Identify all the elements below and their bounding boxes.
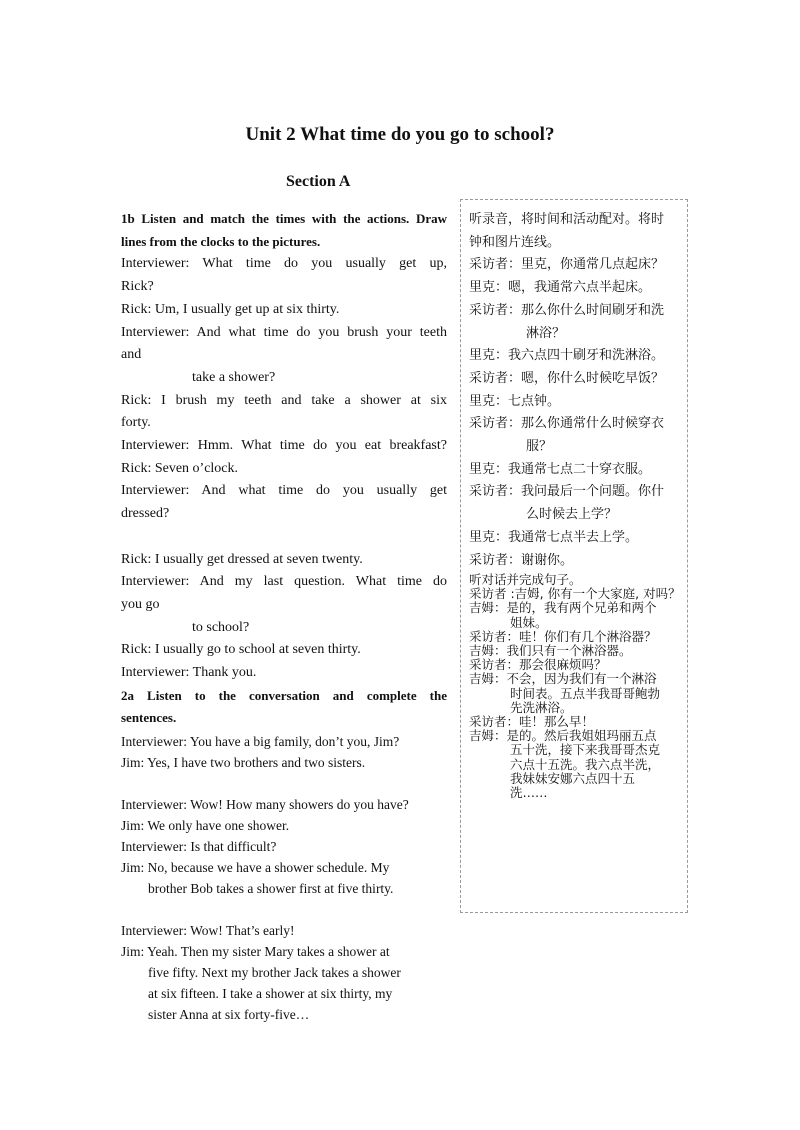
exercise-1b-heading-cont: lines from the clocks to the pictures. (121, 233, 321, 249)
translation-line: 吉姆：不会，因为我们有一个淋浴 (469, 671, 657, 687)
translation-line: 吉姆：我们只有一个淋浴器。 (469, 643, 632, 659)
translation-line: 采访者：那会很麻烦吗？ (469, 657, 607, 673)
english-1b-block (121, 208, 447, 730)
dialogue-line: Interviewer: And what time do you brush your teeth (121, 324, 447, 340)
translation-line: 采访者：哇！那么早！ (469, 714, 595, 730)
dialogue-line: and (121, 347, 142, 363)
exercise-2a-heading: 2a Listen to the conversation and complete the (121, 687, 447, 703)
translation-line: 采访者 :吉姆, 你有一个大家庭, 对吗？ (469, 586, 681, 602)
dialogue-line: Jim: No, because we have a shower schedule. My (121, 860, 390, 875)
translation-line: 采访者：谢谢你。 (469, 552, 574, 568)
dialogue-line: Interviewer: You have a big family, don’t you, Jim? (121, 734, 400, 749)
translation-line: 六点十五洗。我六点半洗， (510, 756, 661, 772)
dialogue-line: Rick: I usually get dressed at seven twenty. (121, 551, 363, 567)
translation-line: 服？ (526, 439, 553, 455)
dialogue-line: Interviewer: Thank you. (121, 665, 257, 681)
dialogue-line: Rick: I brush my teeth and take a shower at six (121, 392, 447, 408)
spacer (121, 899, 451, 920)
translation-line: 里克：七点钟。 (469, 393, 561, 409)
dialogue-line: to school? (192, 619, 250, 635)
translation-line: 采访者：我问最后一个问题。你什 (469, 484, 665, 500)
translation-line: 里克：我六点四十刷牙和洗淋浴。 (469, 348, 665, 364)
dialogue-line: Rick: I usually go to school at seven thirty. (121, 642, 361, 658)
translation-line: 采访者：那么你什么时间刷牙和洗 (469, 302, 665, 318)
translation-line: 么时候去上学？ (526, 507, 618, 523)
chinese-2a-block (469, 573, 699, 800)
dialogue-line: Jim: Yeah. Then my sister Mary takes a shower at (121, 944, 390, 959)
dialogue-line: at six fifteen. I take a shower at six thirty, my (148, 986, 393, 1001)
dialogue-line: take a shower? (192, 369, 276, 385)
translation-line: 听录音，将时间和活动配对。将时 (469, 212, 665, 227)
translation-line: 里克：我通常七点二十穿衣服。 (469, 461, 652, 477)
translation-line: 时间表。五点半我哥哥鲍勃 (510, 685, 661, 701)
dialogue-line: Interviewer: And what time do you usually get (121, 483, 447, 499)
translation-line: 里克：嗯，我通常六点半起床。 (469, 280, 652, 296)
exercise-1b-heading: 1b Listen and match the times with the actions. Draw (121, 211, 447, 226)
translation-line: 五十洗，接下来我哥哥杰克 (510, 742, 661, 758)
translation-line: 我妹妹安娜六点四十五 (510, 770, 636, 786)
translation-line: 吉姆：是的，我有两个兄弟和两个 (469, 600, 657, 616)
dialogue-line: Interviewer: Is that difficult? (121, 839, 277, 854)
translation-line: 采访者：那么你通常什么时候穿衣 (469, 416, 665, 432)
dialogue-line: dressed? (121, 506, 170, 522)
translation-line: 钟和图片连线。 (469, 234, 561, 250)
page-title: Unit 2 What time do you go to school? (245, 124, 555, 145)
dialogue-line: Interviewer: And my last question. What time do (121, 574, 447, 590)
spacer (121, 773, 451, 794)
spacer (121, 526, 447, 549)
exercise-2a-heading-cont: sentences. (121, 710, 177, 726)
chinese-1b-block (469, 209, 697, 572)
dialogue-line: Rick: Um, I usually get up at six thirty. (121, 301, 340, 317)
translation-line: 采访者：里克，你通常几点起床？ (469, 257, 665, 273)
dialogue-line: you go (121, 596, 160, 612)
translation-line: 先洗淋浴。 (510, 699, 573, 715)
translation-line: 采访者：嗯，你什么时候吃早饭？ (469, 370, 665, 386)
translation-line: 淋浴？ (526, 325, 566, 341)
translation-line: 采访者：哇！你们有几个淋浴器？ (469, 628, 657, 644)
translation-line: 里克：我通常七点半去上学。 (469, 529, 639, 545)
dialogue-line: five fifty. Next my brother Jack takes a shower (148, 965, 401, 980)
translation-line: 姐妹。 (510, 614, 548, 630)
dialogue-line: forty. (121, 415, 151, 431)
dialogue-line: Rick: Seven o’clock. (121, 460, 239, 476)
section-heading: Section A (286, 173, 351, 190)
dialogue-line: Rick? (121, 279, 154, 295)
translation-line: 听对话并完成句子。 (469, 572, 582, 587)
dialogue-line: Interviewer: Wow! How many showers do you have? (121, 797, 409, 812)
dialogue-line: Jim: Yes, I have two brothers and two sisters. (121, 755, 366, 770)
translation-line: 洗…… (510, 785, 548, 801)
dialogue-line: Jim: We only have one shower. (121, 818, 290, 833)
english-2a-block (121, 731, 451, 1025)
dialogue-line: Interviewer: Wow! That’s early! (121, 923, 295, 938)
dialogue-line: brother Bob takes a shower first at five thirty. (148, 881, 394, 896)
dialogue-line: sister Anna at six forty-five… (148, 1007, 310, 1022)
dialogue-line: Interviewer: Hmm. What time do you eat breakfast? (121, 438, 447, 454)
dialogue-line: Interviewer: What time do you usually get up, (121, 256, 447, 272)
translation-line: 吉姆：是的。然后我姐姐玛丽五点 (469, 728, 657, 744)
